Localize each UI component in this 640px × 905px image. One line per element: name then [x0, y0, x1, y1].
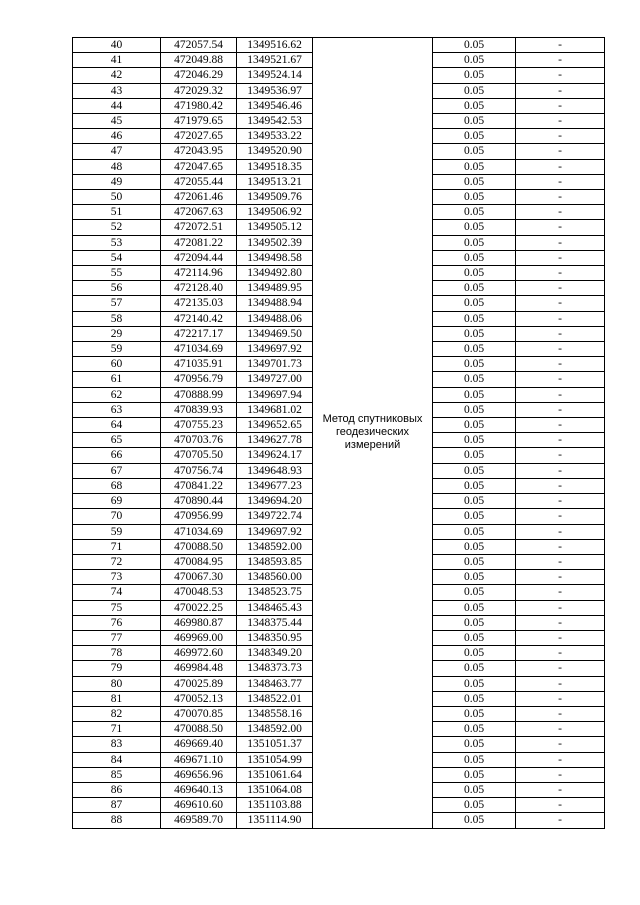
note-cell: - [516, 250, 605, 265]
note-cell: - [516, 433, 605, 448]
accuracy-cell: 0.05 [433, 767, 516, 782]
note-cell: - [516, 494, 605, 509]
accuracy-cell: 0.05 [433, 281, 516, 296]
point-number-cell: 29 [73, 326, 161, 341]
y-coordinate-cell: 1349518.35 [237, 159, 313, 174]
method-cell: Метод спутниковых геодезических измерений [313, 38, 433, 829]
y-coordinate-cell: 1351114.90 [237, 813, 313, 828]
accuracy-cell: 0.05 [433, 615, 516, 630]
point-number-cell: 63 [73, 402, 161, 417]
accuracy-cell: 0.05 [433, 600, 516, 615]
x-coordinate-cell: 470070.85 [161, 706, 237, 721]
x-coordinate-cell: 469972.60 [161, 646, 237, 661]
note-cell: - [516, 281, 605, 296]
note-cell: - [516, 554, 605, 569]
accuracy-cell: 0.05 [433, 205, 516, 220]
point-number-cell: 53 [73, 235, 161, 250]
point-number-cell: 48 [73, 159, 161, 174]
y-coordinate-cell: 1349697.94 [237, 387, 313, 402]
note-cell: - [516, 311, 605, 326]
point-number-cell: 65 [73, 433, 161, 448]
y-coordinate-cell: 1348373.73 [237, 661, 313, 676]
x-coordinate-cell: 470756.74 [161, 463, 237, 478]
x-coordinate-cell: 472072.51 [161, 220, 237, 235]
point-number-cell: 70 [73, 509, 161, 524]
note-cell: - [516, 661, 605, 676]
accuracy-cell: 0.05 [433, 798, 516, 813]
point-number-cell: 86 [73, 782, 161, 797]
y-coordinate-cell: 1349488.94 [237, 296, 313, 311]
accuracy-cell: 0.05 [433, 585, 516, 600]
coordinates-table-body [73, 38, 605, 829]
accuracy-cell: 0.05 [433, 448, 516, 463]
note-cell: - [516, 402, 605, 417]
x-coordinate-cell: 469610.60 [161, 798, 237, 813]
accuracy-cell: 0.05 [433, 266, 516, 281]
note-cell: - [516, 326, 605, 341]
x-coordinate-cell: 472049.88 [161, 53, 237, 68]
point-number-cell: 88 [73, 813, 161, 828]
accuracy-cell: 0.05 [433, 524, 516, 539]
accuracy-cell: 0.05 [433, 357, 516, 372]
x-coordinate-cell: 470755.23 [161, 418, 237, 433]
point-number-cell: 83 [73, 737, 161, 752]
accuracy-cell: 0.05 [433, 296, 516, 311]
x-coordinate-cell: 472128.40 [161, 281, 237, 296]
x-coordinate-cell: 470956.79 [161, 372, 237, 387]
note-cell: - [516, 752, 605, 767]
accuracy-cell: 0.05 [433, 463, 516, 478]
x-coordinate-cell: 470022.25 [161, 600, 237, 615]
y-coordinate-cell: 1348463.77 [237, 676, 313, 691]
note-cell: - [516, 570, 605, 585]
accuracy-cell: 0.05 [433, 372, 516, 387]
y-coordinate-cell: 1349697.92 [237, 524, 313, 539]
note-cell: - [516, 509, 605, 524]
x-coordinate-cell: 471980.42 [161, 98, 237, 113]
note-cell: - [516, 585, 605, 600]
y-coordinate-cell: 1351061.64 [237, 767, 313, 782]
point-number-cell: 74 [73, 585, 161, 600]
x-coordinate-cell: 472067.63 [161, 205, 237, 220]
point-number-cell: 56 [73, 281, 161, 296]
note-cell: - [516, 114, 605, 129]
accuracy-cell: 0.05 [433, 722, 516, 737]
x-coordinate-cell: 472061.46 [161, 190, 237, 205]
note-cell: - [516, 53, 605, 68]
note-cell: - [516, 159, 605, 174]
accuracy-cell: 0.05 [433, 554, 516, 569]
y-coordinate-cell: 1349627.78 [237, 433, 313, 448]
point-number-cell: 52 [73, 220, 161, 235]
note-cell: - [516, 691, 605, 706]
x-coordinate-cell: 469669.40 [161, 737, 237, 752]
x-coordinate-cell: 472055.44 [161, 174, 237, 189]
x-coordinate-cell: 470705.50 [161, 448, 237, 463]
x-coordinate-cell: 472043.95 [161, 144, 237, 159]
accuracy-cell: 0.05 [433, 235, 516, 250]
accuracy-cell: 0.05 [433, 220, 516, 235]
accuracy-cell: 0.05 [433, 68, 516, 83]
x-coordinate-cell: 470048.53 [161, 585, 237, 600]
y-coordinate-cell: 1349546.46 [237, 98, 313, 113]
note-cell: - [516, 782, 605, 797]
note-cell: - [516, 129, 605, 144]
accuracy-cell: 0.05 [433, 646, 516, 661]
point-number-cell: 69 [73, 494, 161, 509]
note-cell: - [516, 144, 605, 159]
y-coordinate-cell: 1349697.92 [237, 342, 313, 357]
point-number-cell: 47 [73, 144, 161, 159]
y-coordinate-cell: 1348593.85 [237, 554, 313, 569]
x-coordinate-cell: 472094.44 [161, 250, 237, 265]
coordinates-table [72, 37, 605, 829]
x-coordinate-cell: 471035.91 [161, 357, 237, 372]
point-number-cell: 55 [73, 266, 161, 281]
accuracy-cell: 0.05 [433, 174, 516, 189]
accuracy-cell: 0.05 [433, 737, 516, 752]
x-coordinate-cell: 469984.48 [161, 661, 237, 676]
accuracy-cell: 0.05 [433, 38, 516, 53]
x-coordinate-cell: 472114.96 [161, 266, 237, 281]
y-coordinate-cell: 1349722.74 [237, 509, 313, 524]
y-coordinate-cell: 1349488.06 [237, 311, 313, 326]
note-cell: - [516, 463, 605, 478]
y-coordinate-cell: 1349701.73 [237, 357, 313, 372]
point-number-cell: 64 [73, 418, 161, 433]
point-number-cell: 41 [73, 53, 161, 68]
y-coordinate-cell: 1349469.50 [237, 326, 313, 341]
note-cell: - [516, 342, 605, 357]
x-coordinate-cell: 471034.69 [161, 342, 237, 357]
note-cell: - [516, 98, 605, 113]
point-number-cell: 61 [73, 372, 161, 387]
note-cell: - [516, 296, 605, 311]
y-coordinate-cell: 1349513.21 [237, 174, 313, 189]
note-cell: - [516, 235, 605, 250]
point-number-cell: 58 [73, 311, 161, 326]
accuracy-cell: 0.05 [433, 387, 516, 402]
note-cell: - [516, 38, 605, 53]
y-coordinate-cell: 1351054.99 [237, 752, 313, 767]
accuracy-cell: 0.05 [433, 114, 516, 129]
note-cell: - [516, 722, 605, 737]
point-number-cell: 46 [73, 129, 161, 144]
point-number-cell: 66 [73, 448, 161, 463]
note-cell: - [516, 357, 605, 372]
point-number-cell: 57 [73, 296, 161, 311]
note-cell: - [516, 676, 605, 691]
accuracy-cell: 0.05 [433, 570, 516, 585]
point-number-cell: 72 [73, 554, 161, 569]
accuracy-cell: 0.05 [433, 478, 516, 493]
x-coordinate-cell: 472217.17 [161, 326, 237, 341]
point-number-cell: 77 [73, 630, 161, 645]
x-coordinate-cell: 470088.50 [161, 539, 237, 554]
point-number-cell: 79 [73, 661, 161, 676]
y-coordinate-cell: 1348560.00 [237, 570, 313, 585]
accuracy-cell: 0.05 [433, 159, 516, 174]
accuracy-cell: 0.05 [433, 494, 516, 509]
x-coordinate-cell: 470841.22 [161, 478, 237, 493]
y-coordinate-cell: 1351051.37 [237, 737, 313, 752]
y-coordinate-cell: 1349648.93 [237, 463, 313, 478]
point-number-cell: 54 [73, 250, 161, 265]
note-cell: - [516, 813, 605, 828]
note-cell: - [516, 798, 605, 813]
point-number-cell: 75 [73, 600, 161, 615]
y-coordinate-cell: 1349509.76 [237, 190, 313, 205]
note-cell: - [516, 539, 605, 554]
point-number-cell: 73 [73, 570, 161, 585]
note-cell: - [516, 372, 605, 387]
accuracy-cell: 0.05 [433, 782, 516, 797]
accuracy-cell: 0.05 [433, 144, 516, 159]
y-coordinate-cell: 1351103.88 [237, 798, 313, 813]
note-cell: - [516, 387, 605, 402]
accuracy-cell: 0.05 [433, 706, 516, 721]
x-coordinate-cell: 470025.89 [161, 676, 237, 691]
note-cell: - [516, 266, 605, 281]
x-coordinate-cell: 472027.65 [161, 129, 237, 144]
point-number-cell: 67 [73, 463, 161, 478]
note-cell: - [516, 418, 605, 433]
x-coordinate-cell: 472046.29 [161, 68, 237, 83]
accuracy-cell: 0.05 [433, 402, 516, 417]
accuracy-cell: 0.05 [433, 418, 516, 433]
note-cell: - [516, 174, 605, 189]
x-coordinate-cell: 469589.70 [161, 813, 237, 828]
accuracy-cell: 0.05 [433, 98, 516, 113]
point-number-cell: 78 [73, 646, 161, 661]
x-coordinate-cell: 472047.65 [161, 159, 237, 174]
y-coordinate-cell: 1351064.08 [237, 782, 313, 797]
note-cell: - [516, 448, 605, 463]
accuracy-cell: 0.05 [433, 311, 516, 326]
accuracy-cell: 0.05 [433, 83, 516, 98]
note-cell: - [516, 83, 605, 98]
table-row [73, 38, 605, 53]
x-coordinate-cell: 469671.10 [161, 752, 237, 767]
point-number-cell: 80 [73, 676, 161, 691]
point-number-cell: 84 [73, 752, 161, 767]
point-number-cell: 50 [73, 190, 161, 205]
x-coordinate-cell: 470839.93 [161, 402, 237, 417]
y-coordinate-cell: 1349516.62 [237, 38, 313, 53]
y-coordinate-cell: 1349542.53 [237, 114, 313, 129]
point-number-cell: 44 [73, 98, 161, 113]
x-coordinate-cell: 472140.42 [161, 311, 237, 326]
point-number-cell: 82 [73, 706, 161, 721]
point-number-cell: 81 [73, 691, 161, 706]
y-coordinate-cell: 1349652.65 [237, 418, 313, 433]
point-number-cell: 68 [73, 478, 161, 493]
y-coordinate-cell: 1348522.01 [237, 691, 313, 706]
x-coordinate-cell: 472081.22 [161, 235, 237, 250]
point-number-cell: 42 [73, 68, 161, 83]
note-cell: - [516, 68, 605, 83]
y-coordinate-cell: 1349681.02 [237, 402, 313, 417]
y-coordinate-cell: 1348558.16 [237, 706, 313, 721]
y-coordinate-cell: 1349727.00 [237, 372, 313, 387]
note-cell: - [516, 478, 605, 493]
note-cell: - [516, 646, 605, 661]
point-number-cell: 43 [73, 83, 161, 98]
point-number-cell: 59 [73, 524, 161, 539]
x-coordinate-cell: 470052.13 [161, 691, 237, 706]
note-cell: - [516, 737, 605, 752]
point-number-cell: 51 [73, 205, 161, 220]
y-coordinate-cell: 1349533.22 [237, 129, 313, 144]
point-number-cell: 85 [73, 767, 161, 782]
note-cell: - [516, 220, 605, 235]
y-coordinate-cell: 1348592.00 [237, 539, 313, 554]
x-coordinate-cell: 471979.65 [161, 114, 237, 129]
x-coordinate-cell: 472029.32 [161, 83, 237, 98]
y-coordinate-cell: 1349624.17 [237, 448, 313, 463]
accuracy-cell: 0.05 [433, 676, 516, 691]
x-coordinate-cell: 470084.95 [161, 554, 237, 569]
x-coordinate-cell: 469640.13 [161, 782, 237, 797]
accuracy-cell: 0.05 [433, 250, 516, 265]
y-coordinate-cell: 1349492.80 [237, 266, 313, 281]
x-coordinate-cell: 469980.87 [161, 615, 237, 630]
point-number-cell: 45 [73, 114, 161, 129]
accuracy-cell: 0.05 [433, 326, 516, 341]
accuracy-cell: 0.05 [433, 53, 516, 68]
x-coordinate-cell: 470888.99 [161, 387, 237, 402]
y-coordinate-cell: 1349677.23 [237, 478, 313, 493]
point-number-cell: 87 [73, 798, 161, 813]
accuracy-cell: 0.05 [433, 342, 516, 357]
point-number-cell: 71 [73, 722, 161, 737]
y-coordinate-cell: 1348592.00 [237, 722, 313, 737]
note-cell: - [516, 190, 605, 205]
point-number-cell: 59 [73, 342, 161, 357]
x-coordinate-cell: 469969.00 [161, 630, 237, 645]
y-coordinate-cell: 1349536.97 [237, 83, 313, 98]
point-number-cell: 76 [73, 615, 161, 630]
y-coordinate-cell: 1348375.44 [237, 615, 313, 630]
y-coordinate-cell: 1349498.58 [237, 250, 313, 265]
y-coordinate-cell: 1349521.67 [237, 53, 313, 68]
y-coordinate-cell: 1349520.90 [237, 144, 313, 159]
accuracy-cell: 0.05 [433, 813, 516, 828]
accuracy-cell: 0.05 [433, 539, 516, 554]
x-coordinate-cell: 470956.99 [161, 509, 237, 524]
y-coordinate-cell: 1348350.95 [237, 630, 313, 645]
x-coordinate-cell: 470890.44 [161, 494, 237, 509]
note-cell: - [516, 524, 605, 539]
accuracy-cell: 0.05 [433, 752, 516, 767]
coordinates-table-container [72, 37, 604, 829]
note-cell: - [516, 615, 605, 630]
accuracy-cell: 0.05 [433, 691, 516, 706]
note-cell: - [516, 767, 605, 782]
note-cell: - [516, 630, 605, 645]
x-coordinate-cell: 469656.96 [161, 767, 237, 782]
y-coordinate-cell: 1349489.95 [237, 281, 313, 296]
accuracy-cell: 0.05 [433, 630, 516, 645]
accuracy-cell: 0.05 [433, 509, 516, 524]
y-coordinate-cell: 1349694.20 [237, 494, 313, 509]
y-coordinate-cell: 1349502.39 [237, 235, 313, 250]
x-coordinate-cell: 472057.54 [161, 38, 237, 53]
y-coordinate-cell: 1349524.14 [237, 68, 313, 83]
y-coordinate-cell: 1348349.20 [237, 646, 313, 661]
note-cell: - [516, 706, 605, 721]
y-coordinate-cell: 1348523.75 [237, 585, 313, 600]
x-coordinate-cell: 470067.30 [161, 570, 237, 585]
x-coordinate-cell: 472135.03 [161, 296, 237, 311]
point-number-cell: 71 [73, 539, 161, 554]
accuracy-cell: 0.05 [433, 190, 516, 205]
note-cell: - [516, 205, 605, 220]
point-number-cell: 49 [73, 174, 161, 189]
point-number-cell: 62 [73, 387, 161, 402]
accuracy-cell: 0.05 [433, 661, 516, 676]
x-coordinate-cell: 470703.76 [161, 433, 237, 448]
y-coordinate-cell: 1349505.12 [237, 220, 313, 235]
accuracy-cell: 0.05 [433, 129, 516, 144]
point-number-cell: 60 [73, 357, 161, 372]
note-cell: - [516, 600, 605, 615]
accuracy-cell: 0.05 [433, 433, 516, 448]
y-coordinate-cell: 1348465.43 [237, 600, 313, 615]
x-coordinate-cell: 470088.50 [161, 722, 237, 737]
y-coordinate-cell: 1349506.92 [237, 205, 313, 220]
point-number-cell: 40 [73, 38, 161, 53]
x-coordinate-cell: 471034.69 [161, 524, 237, 539]
